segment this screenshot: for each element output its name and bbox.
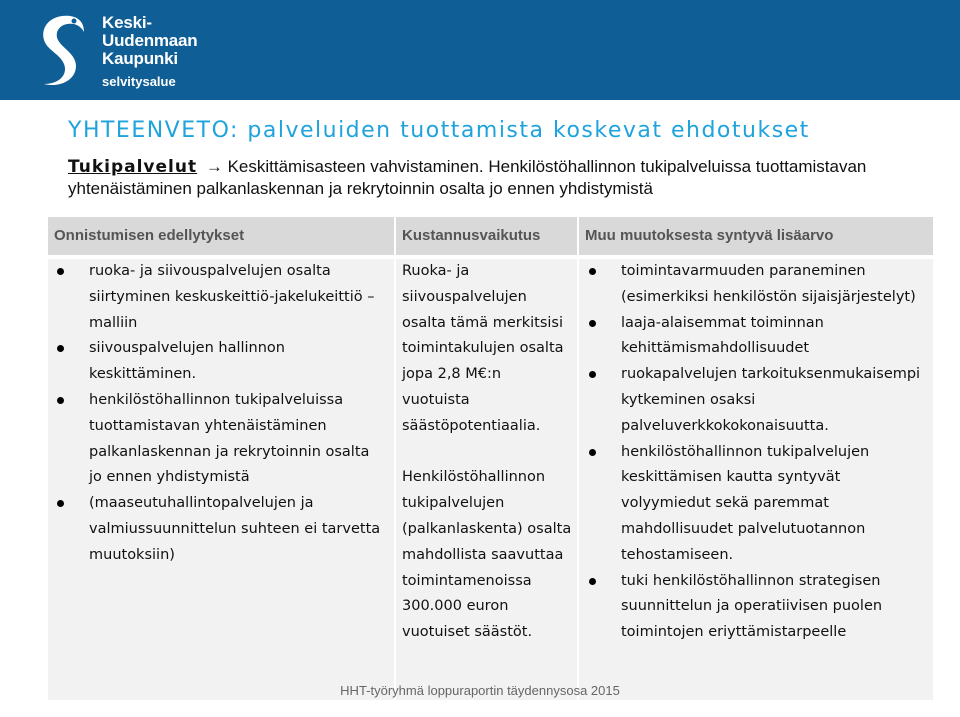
value-item-text: tuki henkilöstöhallinnon strategisen suunnittelun ja operatiivisen puolen toimintojen eriyttämistarpeelle: [621, 572, 883, 641]
value-item-text: toimintavarmuuden paraneminen (esimerkiksi henkilöstön sijaisjärjestelyt): [621, 263, 916, 305]
page-title: YHTEENVETO: palveluiden tuottamista koskevat ehdotukset: [68, 118, 810, 143]
condition-item-text: henkilöstöhallinnon tukipalveluissa tuottamistavan yhtenäistäminen palkanlaskennan ja rekrytoinnin osalta jo ennen yhdistymistä: [89, 391, 370, 486]
bullet-icon: [589, 268, 596, 275]
logo-line-1: Keski-: [102, 13, 152, 32]
value-item: [583, 311, 925, 363]
value-item-text: ruokapalvelujen tarkoituksenmukaisempi kytkeminen osaksi palveluverkkokokonaisuutta.: [621, 366, 921, 434]
subtitle-text: Keskittämisasteen vahvistaminen. Henkilöstöhallinnon tukipalveluissa tuottamistavan yhtenäistäminen palkanlaskennan ja rekrytoinnin osalta jo ennen yhdistymistä: [68, 157, 867, 198]
col-header-conditions: Onnistumisen edellytykset: [48, 217, 394, 255]
value-item-text: henkilöstöhallinnon tukipalvelujen keskittämisen kautta syntyvät volyymiedut sekä paremmat mahdollisuudet palvelutuotannon tehostamiseen.: [621, 443, 870, 563]
subtitle-lead: Tukipalvelut: [68, 157, 198, 177]
bullet-icon: [589, 449, 596, 456]
col-header-cost: Kustannusvaikutus: [396, 217, 577, 255]
bullet-icon: [589, 371, 596, 378]
col-header-value: Muu muutoksesta syntyvä lisäarvo: [579, 217, 933, 255]
bullet-icon: [57, 500, 64, 507]
bullet-icon: [57, 268, 64, 275]
value-list: [583, 259, 925, 646]
swan-icon: [30, 10, 94, 90]
condition-item: [51, 336, 386, 388]
condition-item: [51, 388, 386, 491]
logo-line-3: Kaupunki: [102, 49, 178, 68]
arrow-icon: →: [205, 157, 223, 176]
value-item: [583, 440, 925, 569]
subtitle: [68, 156, 928, 200]
condition-item-text: siivouspalvelujen hallinnon keskittäminen.: [89, 340, 285, 383]
condition-item-text: ruoka- ja siivouspalvelujen osalta siirtyminen keskuskeittiö-jakelukeittiö – malliin: [89, 263, 375, 331]
bullet-icon: [57, 397, 64, 404]
logo-subtitle: selvitysalue: [102, 74, 176, 89]
logo: [30, 8, 230, 94]
condition-item: [51, 491, 386, 568]
footer: HHT-työryhmä loppuraportin täydennysosa 2015: [340, 683, 620, 698]
cost-text-food: Ruoka- ja siivouspalvelujen osalta tämä merkitsisi toimintakulujen osalta jopa 2,8 M€:n vuotuista säästöpotentiaalia.: [402, 263, 564, 434]
col-body-conditions: [48, 259, 394, 700]
cost-text-hr: Henkilöstöhallinnon tukipalvelujen (palkanlaskenta) osalta mahdollista saavuttaa toimintamenoissa 300.000 euron vuotuiset säästöt.: [402, 469, 572, 641]
logo-line-2: Uudenmaan: [102, 31, 198, 50]
value-item: [583, 569, 925, 646]
condition-item: [51, 259, 386, 336]
conditions-list: [51, 259, 386, 569]
bullet-icon: [589, 578, 596, 585]
value-item: [583, 362, 925, 439]
condition-item-text: (maaseutuhallintopalvelujen ja valmiussuunnittelun suhteen ei tarvetta muutoksiin): [89, 495, 381, 563]
col-body-cost: [396, 259, 577, 700]
header-band: [0, 0, 960, 100]
value-item: [583, 259, 925, 311]
bullet-icon: [589, 320, 596, 327]
summary-table: [48, 217, 933, 700]
value-item-text: laaja-alaisemmat toiminnan kehittämismahdollisuudet: [621, 314, 824, 357]
bullet-icon: [57, 345, 64, 352]
col-body-value: [579, 259, 933, 700]
